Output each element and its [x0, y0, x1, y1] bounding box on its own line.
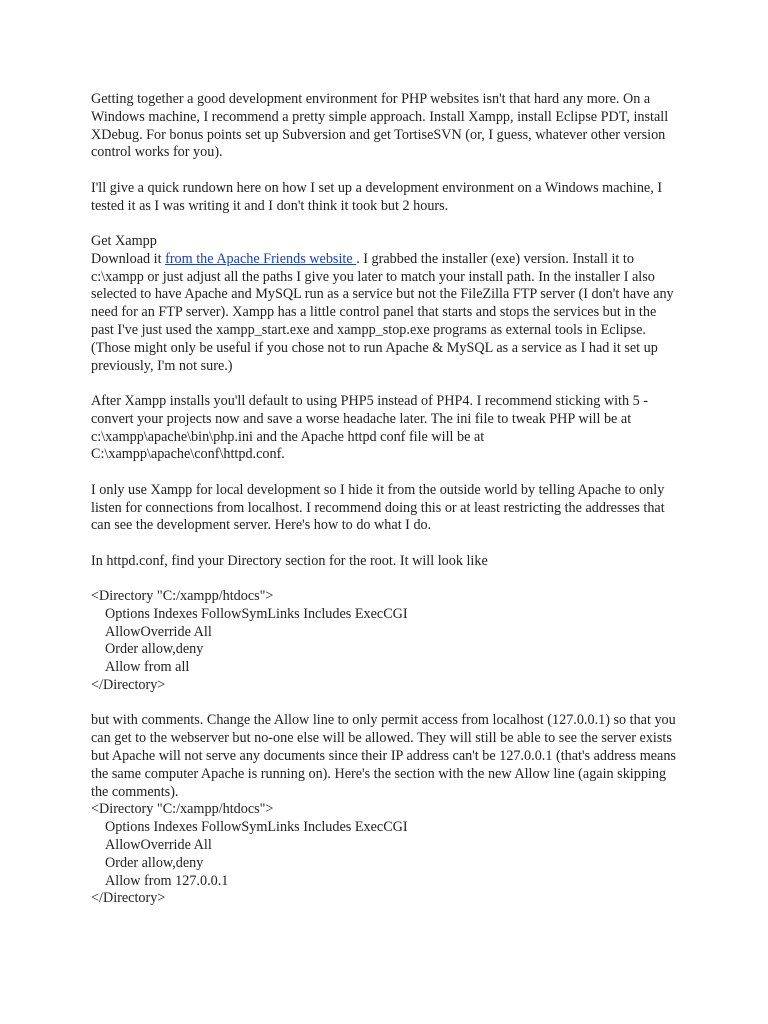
code-line: Options Indexes FollowSymLinks Includes ExecCGI — [105, 605, 408, 622]
directory-config-original — [91, 588, 681, 695]
code-line: </Directory> — [91, 677, 166, 694]
intro-paragraph: Getting together a good development environment for PHP websites isn't that hard any more. On a Windows machine, I recommend a pretty simple approach. Install Xampp, install Eclipse PDT, install XDebug. For bonus points set up Subversion and get TortiseSVN (or, I guess, whatever other version control works for you). — [91, 91, 669, 161]
comments-paragraph: but with comments. Change the Allow line to only permit access from localhost (127.0.0.1) so that you can get to the webserver but no-one else will be allowed. They will still be able to see the server exists but Apache will not serve any documents since their IP address can't be 127.0.0.1 (that's address means the same computer Apache is running on). Here's the section with the new Allow line (again skipping the comments). — [91, 712, 676, 800]
apache-friends-link[interactable]: from the Apache Friends website — [165, 250, 357, 267]
code-line: AllowOverride All — [105, 623, 212, 640]
code-line: Order allow,deny — [105, 854, 204, 871]
document-body — [91, 91, 681, 926]
php5-paragraph: After Xampp installs you'll default to using PHP5 instead of PHP4. I recommend sticking with 5 - convert your projects now and save a worse headache later. The ini file to tweak PHP will be at c:\xampp\apache\bin\php.ini and the Apache httpd conf file will be at C:\xampp\apache\conf\httpd.conf. — [91, 392, 648, 463]
code-line: <Directory "C:/xampp/htdocs"> — [91, 588, 274, 605]
code-line: Allow from 127.0.0.1 — [105, 872, 229, 889]
download-details: . I grabbed the installer (exe) version. Install it to c:\xampp or just adjust all the paths I give you later to match your install path. In the installer I also selected to have Apache and MySQL run as a service but not the FileZilla FTP server (I don't have any need for an FTP server). Xampp has a little control panel that starts and stops the services but in the past I've just used the xampp_start.exe and xampp_stop.exe programs as external tools in Eclipse. (Those might only be useful if you chose not to run Apache & MySQL as a service as I had it set up previously, I'm not sure.) — [91, 250, 674, 374]
code-line: AllowOverride All — [105, 837, 212, 854]
code-line: </Directory> — [91, 890, 166, 907]
code-line: Allow from all — [105, 659, 190, 676]
rundown-paragraph: I'll give a quick rundown here on how I set up a development environment on a Windows machine, I tested it as I was writing it and I don't think it took but 2 hours. — [91, 179, 663, 214]
code-line: Order allow,deny — [105, 641, 204, 658]
localhost-paragraph: I only use Xampp for local development so I hide it from the outside world by telling Apache to only listen for connections from localhost. I recommend doing this or at least restricting the addresses that can see the development server. Here's how to do what I do. — [91, 481, 665, 534]
download-prefix: Download it — [91, 250, 166, 267]
download-text — [91, 251, 674, 374]
code-line: Options Indexes FollowSymLinks Includes ExecCGI — [105, 819, 408, 836]
get-xampp-heading: Get Xampp — [91, 232, 157, 249]
directory-config-modified — [91, 801, 681, 908]
code-line: <Directory "C:/xampp/htdocs"> — [91, 801, 274, 818]
get-xampp-section — [91, 233, 681, 375]
find-directory-paragraph: In httpd.conf, find your Directory section for the root. It will look like — [91, 552, 488, 569]
